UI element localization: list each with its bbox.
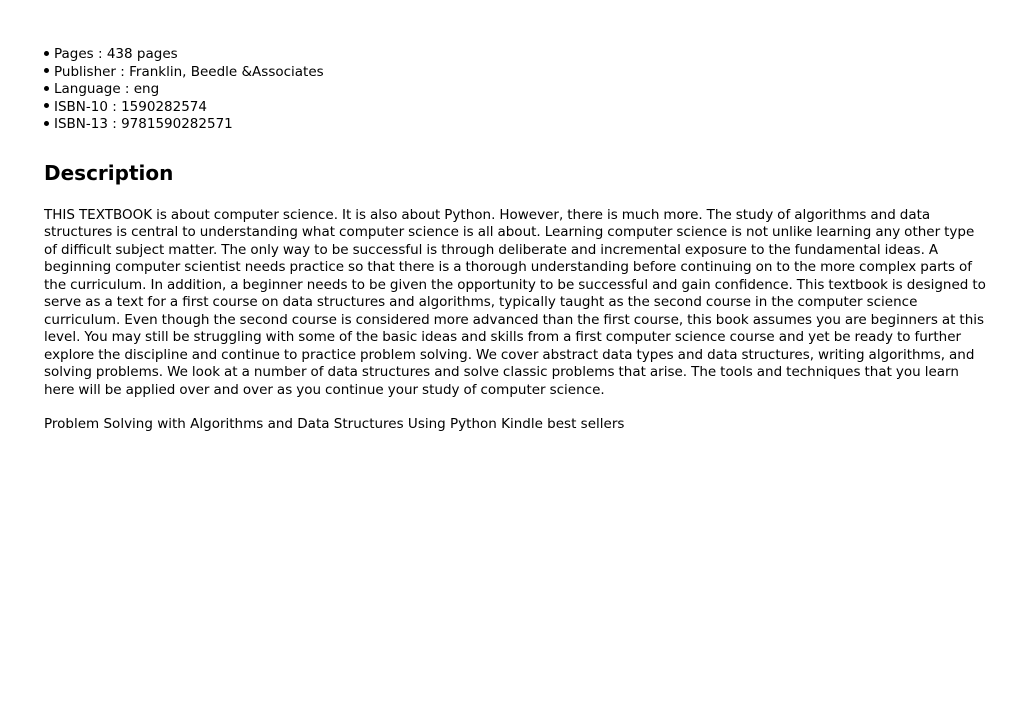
bullet-icon xyxy=(44,121,49,126)
book-detail-text: ISBN-13 : 9781590282571 xyxy=(54,116,233,133)
book-detail-isbn10 xyxy=(44,99,994,117)
book-detail-text: Language : eng xyxy=(54,81,160,98)
bullet-icon xyxy=(44,86,49,91)
bullet-icon xyxy=(44,51,49,56)
book-detail-language xyxy=(44,81,994,99)
book-detail-text: Pages : 438 pages xyxy=(54,46,178,62)
description-heading: Description xyxy=(44,160,174,185)
bullet-icon xyxy=(44,68,49,73)
book-detail-text: ISBN-10 : 1590282574 xyxy=(54,98,207,115)
book-detail-publisher xyxy=(44,64,994,82)
bullet-icon xyxy=(44,103,49,108)
book-details-list xyxy=(44,46,994,134)
description-text: THIS TEXTBOOK is about computer science. It is also about Python. However, there is much more. The study of algorithms and data structures is central to understanding what computer science is all about. Learning computer science is not unlike learning any other type of difficult subject matter. The only way to be successful is through deliberate and incremental exposure to the fundamental ideas. A beginning computer scientist needs practice so that there is a thorough understanding before continuing on to the more complex parts of the curriculum. In addition, a beginner needs to be given the opportunity to be successful and gain confidence. This textbook is designed to serve as a text for a first course on data structures and algorithms, typically taught as the second course in the computer science curriculum. Even though the second course is considered more advanced than the first course, this book assumes you are beginners at this level. You may still be struggling with some of the basic ideas and skills from a first computer science course and yet be ready to further explore the discipline and continue to practice problem solving. We cover abstract data types and data structures, writing algorithms, and solving problems. We look at a number of data structures and solve classic problems that arise. The tools and techniques that you learn here will be applied over and over as you continue your study of computer science. xyxy=(44,206,986,398)
book-detail-text: Publisher : Franklin, Beedle &Associates xyxy=(54,63,324,80)
book-detail-pages xyxy=(44,46,994,64)
footer-line: Problem Solving with Algorithms and Data Structures Using Python Kindle best sellers xyxy=(44,416,625,433)
book-detail-isbn13 xyxy=(44,116,994,134)
